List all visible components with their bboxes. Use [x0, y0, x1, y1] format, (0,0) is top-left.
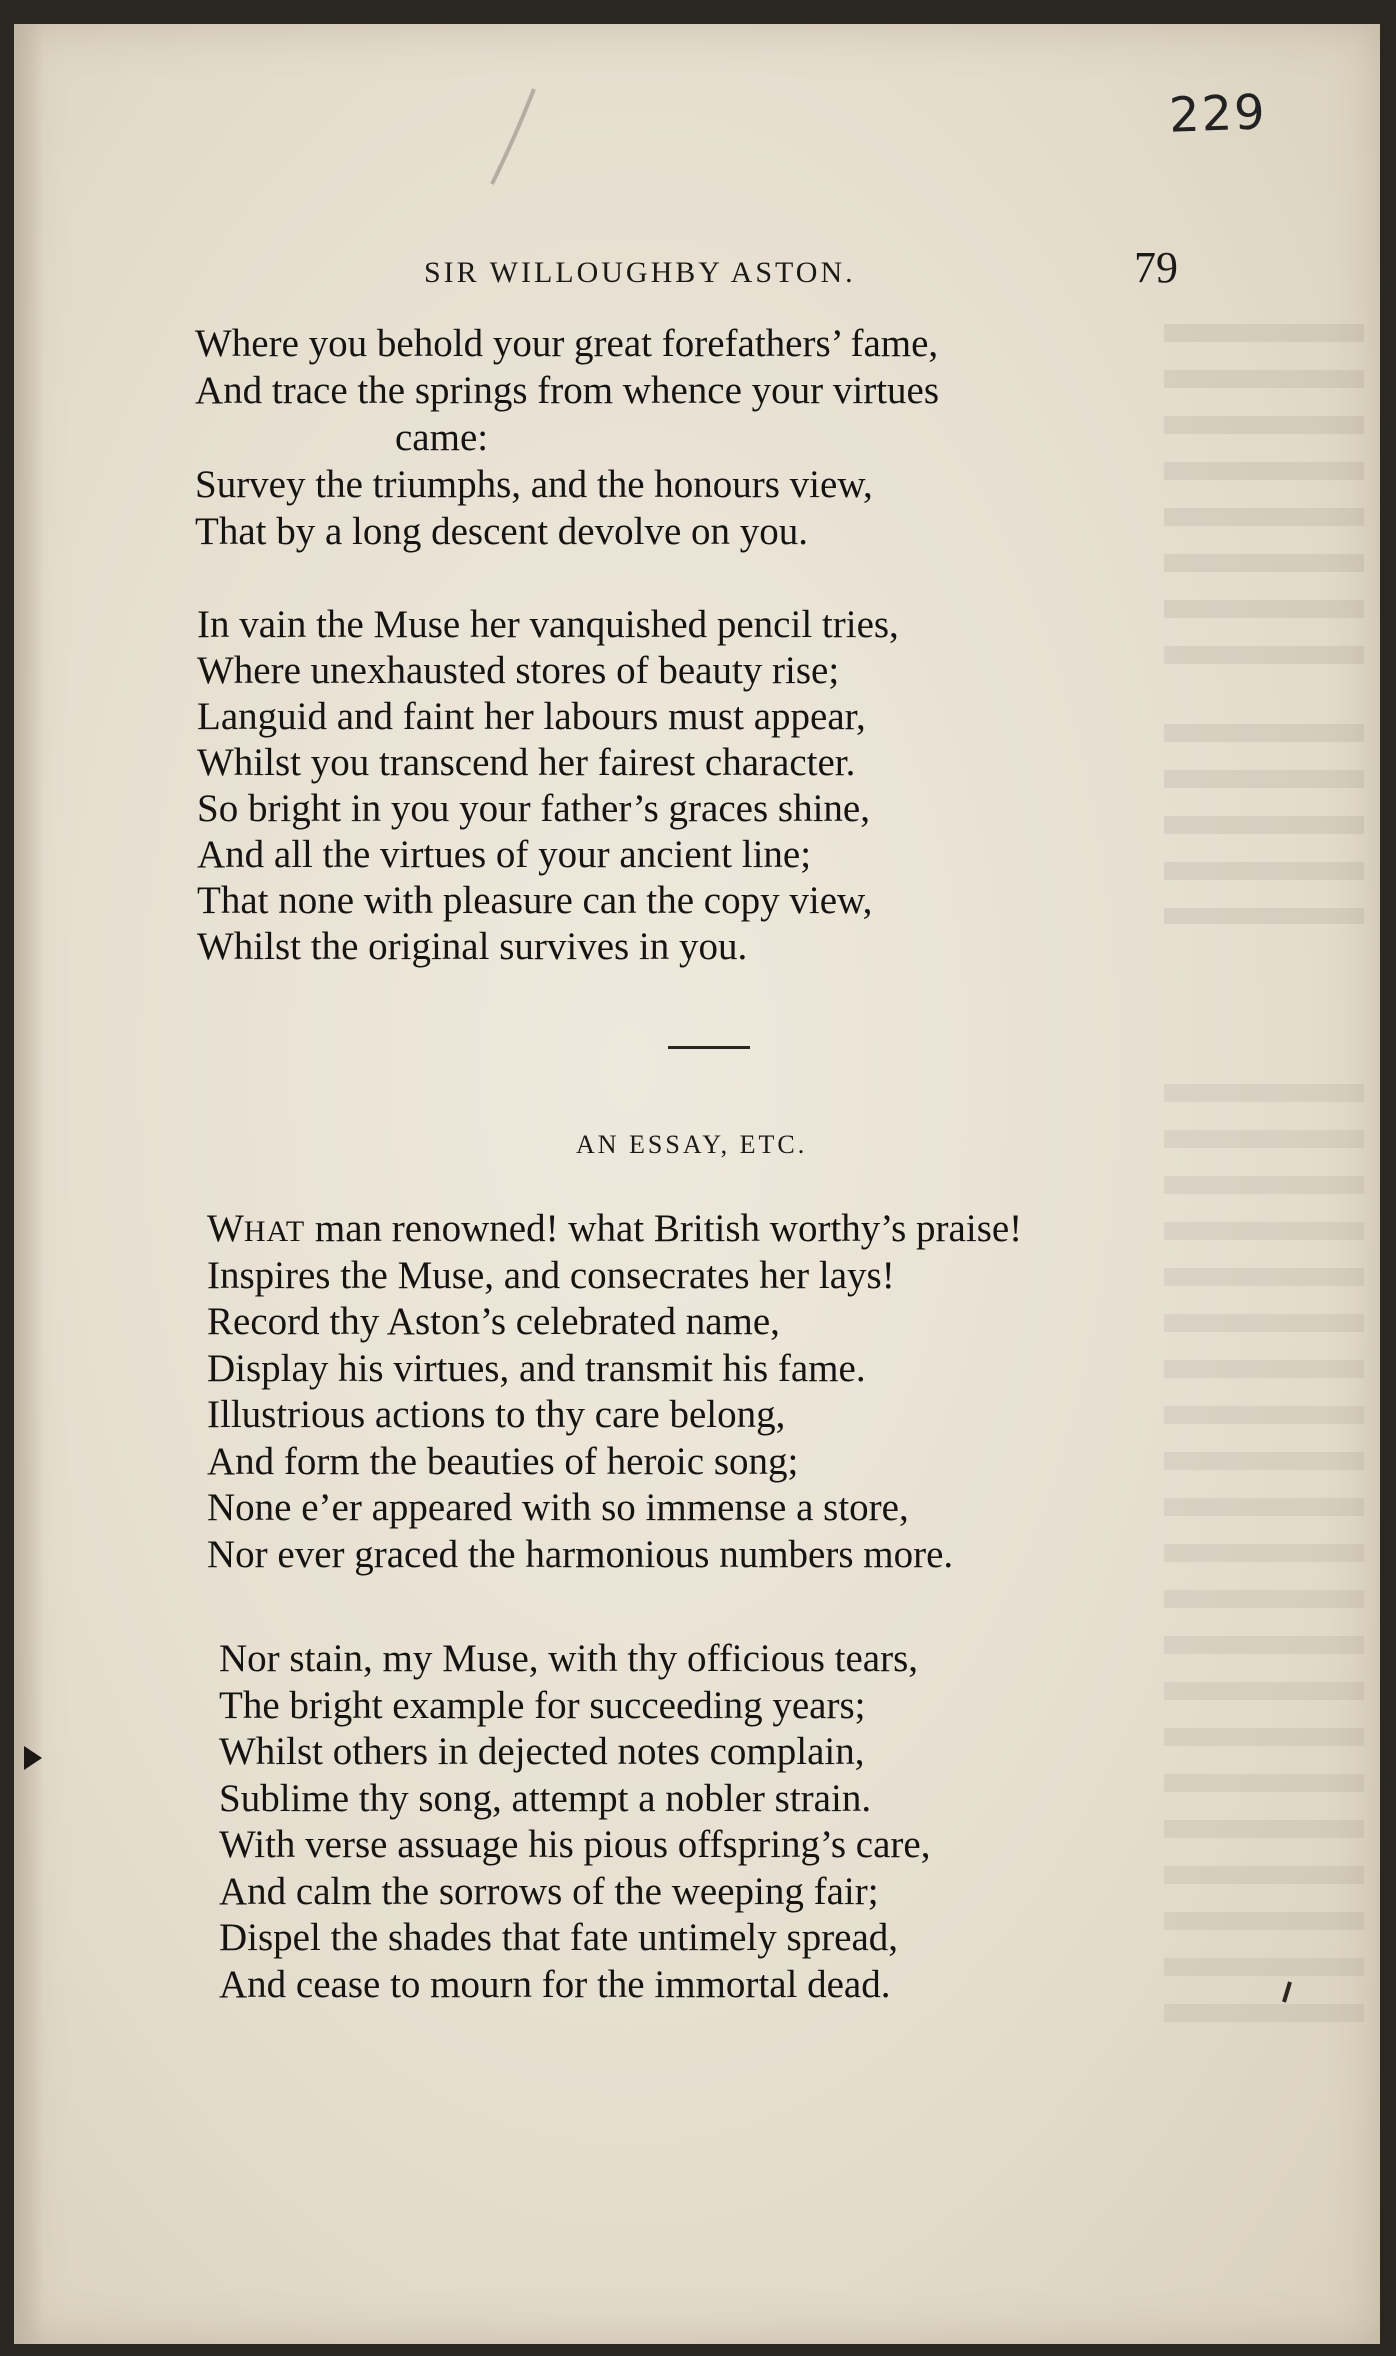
verse-line: None e’er appeared with so immense a store, — [207, 1486, 909, 1529]
show-through-block-2 — [1164, 724, 1364, 924]
binding-thread-mark — [20, 1740, 50, 1776]
essay-stanza-1 — [207, 1206, 1022, 1578]
verse-line: And cease to mourn for the immortal dead. — [219, 1962, 891, 2006]
verse-line: With verse assuage his pious offspring’s care, — [219, 1823, 931, 1866]
running-title: SIR WILLOUGHBY ASTON. — [424, 256, 856, 289]
poem-stanza-2 — [197, 602, 899, 970]
verse-line: Sublime thy song, attempt a nobler strain. — [219, 1776, 872, 1820]
verse-line: That by a long descent devolve on you. — [195, 510, 809, 553]
verse-line: The bright example for succeeding years; — [219, 1683, 866, 1727]
book-page — [14, 24, 1380, 2344]
page-number: 79 — [1134, 243, 1178, 292]
essay-stanza-2 — [219, 1636, 930, 2008]
show-through-block-3 — [1164, 1084, 1364, 2044]
verse-line-rest: man renowned! what British worthy’s praise! — [305, 1207, 1023, 1250]
verse-line: Display his virtues, and transmit his fame. — [207, 1346, 866, 1390]
page-spine-shadow — [14, 24, 44, 2344]
show-through-block-1 — [1164, 324, 1364, 664]
verse-line-first — [207, 1206, 1022, 1253]
verse-line: In vain the Muse her vanquished pencil tries, — [197, 603, 899, 646]
verse-line: Languid and faint her labours must appear, — [197, 695, 866, 738]
verse-line: Survey the triumphs, and the honours view, — [195, 463, 873, 506]
verse-line: And form the beauties of heroic song; — [207, 1439, 799, 1483]
poem-stanza-1 — [195, 320, 939, 555]
verse-line: And all the virtues of your ancient line; — [197, 833, 812, 876]
verse-line: So bright in you your father’s graces shine, — [197, 787, 870, 830]
verse-line: And trace the springs from whence your virtues — [195, 369, 940, 412]
verse-line: Nor ever graced the harmonious numbers more. — [207, 1532, 954, 1576]
ink-dot-mark — [1278, 1980, 1298, 2004]
verse-line: That none with pleasure can the copy view, — [197, 879, 873, 922]
verse-line: Illustrious actions to thy care belong, — [207, 1393, 786, 1436]
verse-line: Nor stain, my Muse, with thy officious tears, — [219, 1637, 919, 1680]
section-heading: AN ESSAY, ETC. — [576, 1130, 808, 1159]
small-caps-word: HAT — [243, 1215, 306, 1248]
verse-line: And calm the sorrows of the weeping fair; — [219, 1869, 879, 1913]
verse-line-continuation: came: — [395, 416, 489, 459]
section-divider-rule — [668, 1046, 750, 1049]
verse-line: Whilst the original survives in you. — [197, 925, 748, 968]
verse-line: Whilst others in dejected notes complain, — [219, 1730, 865, 1773]
verse-line: Inspires the Muse, and consecrates her lays! — [207, 1253, 895, 1297]
handwritten-folio-number: 229 — [1168, 84, 1268, 144]
verse-line: Record thy Aston’s celebrated name, — [207, 1300, 780, 1343]
verse-line: Whilst you transcend her fairest character. — [197, 741, 856, 784]
verse-line: Dispel the shades that fate untimely spread, — [219, 1916, 899, 1959]
verse-line: Where you behold your great forefathers’ fame, — [195, 322, 939, 365]
ink-smudge-mark — [484, 84, 544, 194]
drop-initial: W — [207, 1207, 244, 1250]
verse-line: Where unexhausted stores of beauty rise; — [197, 649, 840, 692]
